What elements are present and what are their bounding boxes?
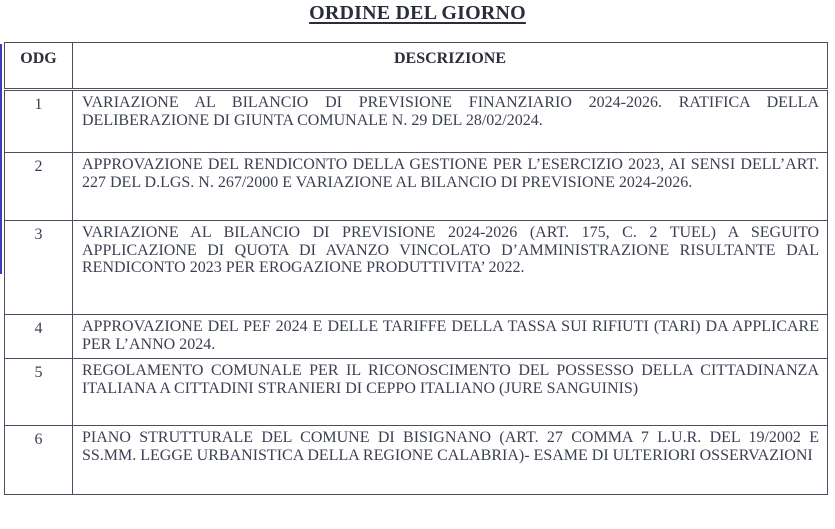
agenda-item-description: VARIAZIONE AL BILANCIO DI PREVISIONE FINANZIARIO 2024-2026. RATIFICA DELLA DELIBERAZIONE DI GIUNTA COMUNALE N. 29 DEL 28/02/2024. — [73, 90, 828, 153]
agenda-row-4 — [5, 315, 828, 359]
agenda-item-number: 4 — [5, 315, 73, 359]
agenda-row-2 — [5, 153, 828, 221]
agenda-item-number: 5 — [5, 359, 73, 426]
agenda-item-number: 6 — [5, 426, 73, 495]
agenda-item-description: VARIAZIONE AL BILANCIO DI PREVISIONE 2024-2026 (ART. 175, C. 2 TUEL) A SEGUITO APPLICAZIONE DI QUOTA DI AVANZO VINCOLATO D’AMMINISTRAZIONE RISULTANTE DAL RENDICONTO 2023 PER EROGAZIONE PRODUTTIVITA’ 2022. — [73, 221, 828, 315]
agenda-item-number: 1 — [5, 90, 73, 153]
agenda-item-number: 2 — [5, 153, 73, 221]
margin-mark — [0, 44, 2, 274]
agenda-row-3 — [5, 221, 828, 315]
agenda-table — [4, 42, 828, 495]
document-title-text: ORDINE DEL GIORNO — [309, 2, 526, 24]
agenda-row-6 — [5, 426, 828, 495]
header-odg: ODG — [5, 43, 73, 90]
agenda-item-number: 3 — [5, 221, 73, 315]
agenda-item-description: APPROVAZIONE DEL PEF 2024 E DELLE TARIFFE DELLA TASSA SUI RIFIUTI (TARI) DA APPLICARE PER L’ANNO 2024. — [73, 315, 828, 359]
agenda-item-description: PIANO STRUTTURALE DEL COMUNE DI BISIGNANO (ART. 27 COMMA 7 L.U.R. DEL 19/2002 E SS.MM. LEGGE URBANISTICA DELLA REGIONE CALABRIA)- ESAME DI ULTERIORI OSSERVAZIONI — [73, 426, 828, 495]
header-description: DESCRIZIONE — [73, 43, 828, 90]
agenda-row-1 — [5, 90, 828, 153]
agenda-item-description: APPROVAZIONE DEL RENDICONTO DELLA GESTIONE PER L’ESERCIZIO 2023, AI SENSI DELL’ART. 227 DEL D.LGS. N. 267/2000 E VARIAZIONE AL BILANCIO DI PREVISIONE 2024-2026. — [73, 153, 828, 221]
table-header-row — [5, 43, 828, 90]
document-title — [0, 2, 835, 25]
agenda-item-description: REGOLAMENTO COMUNALE PER IL RICONOSCIMENTO DEL POSSESSO DELLA CITTADINANZA ITALIANA A CITTADINI STRANIERI DI CEPPO ITALIANO (JURE SANGUINIS) — [73, 359, 828, 426]
agenda-row-5 — [5, 359, 828, 426]
